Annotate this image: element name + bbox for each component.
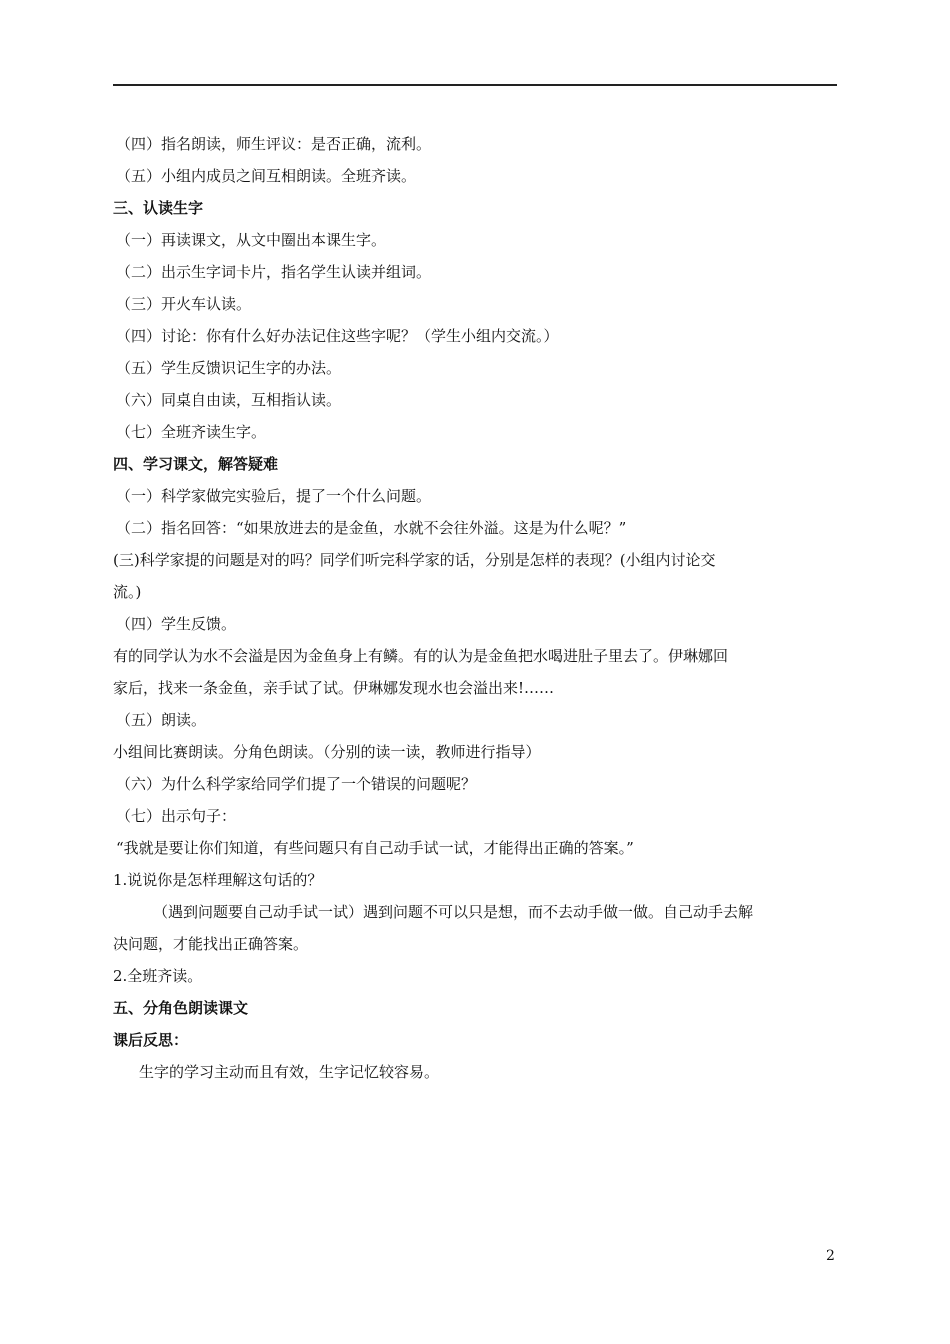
paragraph-line: （七）出示句子： <box>116 807 237 825</box>
paragraph-line: “我就是要让你们知道，有些问题只有自己动手试一试，才能得出正确的答案。” <box>116 839 634 857</box>
paragraph-line: 生字的学习主动而且有效，生字记忆较容易。 <box>139 1063 440 1081</box>
paragraph-line: （二）指名回答：“如果放进去的是金鱼，水就不会往外溢。这是为什么呢？” <box>116 519 627 537</box>
paragraph-line: (三)科学家提的问题是对的吗？同学们听完科学家的话，分别是怎样的表现？(小组内讨论交 <box>113 551 716 569</box>
section-heading: 三、认读生字 <box>113 199 204 217</box>
paragraph-line: （五）小组内成员之间互相朗读。全班齐读。 <box>116 167 417 185</box>
paragraph-line: （二）出示生字词卡片，指名学生认读并组词。 <box>116 263 432 281</box>
paragraph-line: （一）再读课文，从文中圈出本课生字。 <box>116 231 387 249</box>
paragraph-line: （遇到问题要自己动手试一试）遇到问题不可以只是想，而不去动手做一做。自己动手去解 <box>153 903 754 921</box>
page-number: 2 <box>826 1248 835 1264</box>
paragraph-line: 家后，找来一条金鱼，亲手试了试。伊琳娜发现水也会溢出来!…… <box>113 679 555 697</box>
paragraph-line: （六）同桌自由读，互相指认读。 <box>116 391 342 409</box>
paragraph-line: （五）学生反馈识记生字的办法。 <box>116 359 342 377</box>
paragraph-line: 2.全班齐读。 <box>113 967 203 985</box>
section-heading: 五、分角色朗读课文 <box>113 999 249 1017</box>
paragraph-line: 1.说说你是怎样理解这句话的？ <box>113 871 323 889</box>
paragraph-line: 决问题，才能找出正确答案。 <box>113 935 309 953</box>
paragraph-line: 流。) <box>113 583 142 601</box>
paragraph-line: （四）讨论：你有什么好办法记住这些字呢？（学生小组内交流。） <box>116 327 559 345</box>
paragraph-line: （七）全班齐读生字。 <box>116 423 267 441</box>
paragraph-line: （一）科学家做完实验后，提了一个什么问题。 <box>116 487 432 505</box>
paragraph-line: （五）朗读。 <box>116 711 207 729</box>
paragraph-line: （三）开火车认读。 <box>116 295 252 313</box>
paragraph-line: （六）为什么科学家给同学们提了一个错误的问题呢？ <box>116 775 477 793</box>
paragraph-line: 有的同学认为水不会溢是因为金鱼身上有鳞。有的认为是金鱼把水喝进肚子里去了。伊琳娜回 <box>113 647 729 665</box>
section-heading: 课后反思： <box>113 1031 189 1049</box>
header-rule <box>113 84 837 86</box>
paragraph-line: 小组间比赛朗读。分角色朗读。（分别的读一读，教师进行指导） <box>113 743 541 761</box>
section-heading: 四、学习课文，解答疑难 <box>113 455 279 473</box>
document-body <box>113 128 837 1088</box>
paragraph-line: （四）指名朗读，师生评议：是否正确，流利。 <box>116 135 432 153</box>
paragraph-line: （四）学生反馈。 <box>116 615 237 633</box>
